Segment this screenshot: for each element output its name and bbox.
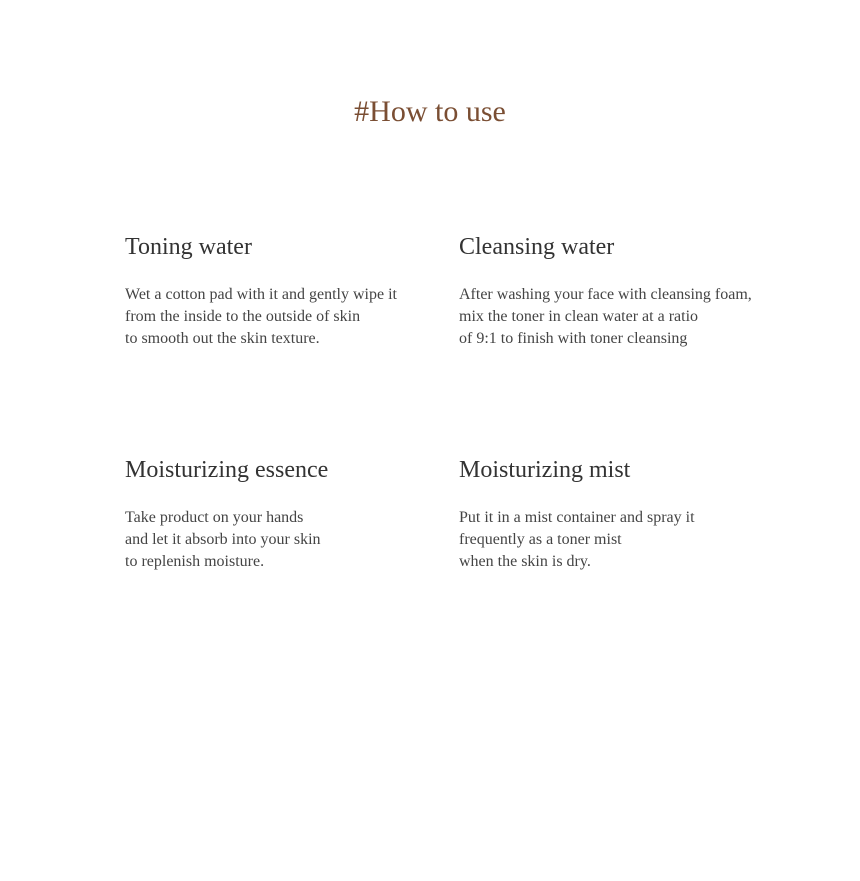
usage-card-cleansing-water: [459, 232, 779, 350]
usage-card-moisturizing-essence: [125, 455, 445, 573]
card-description: [459, 284, 779, 350]
card-description-line: Wet a cotton pad with it and gently wipe it: [125, 286, 397, 303]
card-description-line: when the skin is dry.: [459, 553, 591, 570]
page-title: #How to use: [354, 95, 506, 128]
card-title: Moisturizing mist: [459, 457, 631, 483]
card-description-line: frequently as a toner mist: [459, 531, 622, 548]
card-description: [125, 284, 445, 350]
card-description: [125, 507, 445, 573]
card-description-line: of 9:1 to finish with toner cleansing: [459, 330, 688, 347]
card-description-line: Take product on your hands: [125, 509, 304, 526]
card-description-line: from the inside to the outside of skin: [125, 308, 361, 325]
card-description-line: After washing your face with cleansing foam,: [459, 286, 752, 303]
card-description-line: and let it absorb into your skin: [125, 531, 321, 548]
usage-card-moisturizing-mist: [459, 455, 779, 573]
card-description-line: mix the toner in clean water at a ratio: [459, 308, 699, 325]
card-description-line: to smooth out the skin texture.: [125, 330, 320, 347]
card-title: Toning water: [125, 234, 252, 260]
card-description: [459, 507, 779, 573]
card-description-line: Put it in a mist container and spray it: [459, 509, 695, 526]
card-title: Moisturizing essence: [125, 457, 329, 483]
usage-card-toning-water: [125, 232, 445, 350]
card-description-line: to replenish moisture.: [125, 553, 265, 570]
card-title: Cleansing water: [459, 234, 615, 260]
